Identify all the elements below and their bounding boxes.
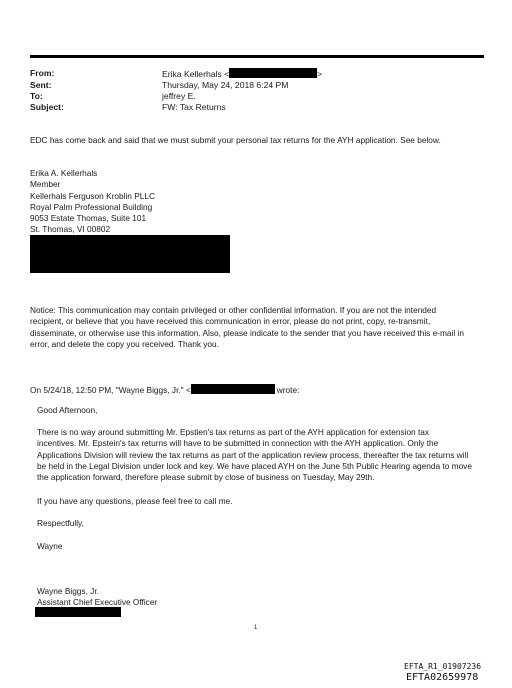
signature-line: Member xyxy=(30,179,61,190)
redaction-block xyxy=(191,384,275,394)
notice-line: Notice: This communication may contain privileged or other confidential information. If you are not the intended xyxy=(30,305,437,315)
paragraph-line: incentives. Mr. Epstein's tax returns will have to be submitted in connection with the AYH application. Only the xyxy=(37,438,439,449)
header-rule xyxy=(30,55,484,58)
paragraph-line: the application forward, therefore please submit by close of business on Tuesday, May 29th. xyxy=(37,472,375,483)
signature-line: St. Thomas, VI 00802 xyxy=(30,224,111,235)
bates-number-secondary: EFTA02659978 xyxy=(406,672,479,683)
signature-line: Erika A. Kellerhals xyxy=(30,168,98,178)
sender-first-name: Wayne xyxy=(37,541,63,551)
subject-label: Subject: xyxy=(30,102,64,112)
intro-text: EDC has come back and said that we must submit your personal tax returns for the AYH application. See below. xyxy=(30,135,441,145)
from-name: Erika Kellerhals < xyxy=(162,69,230,79)
quoted-attribution xyxy=(30,384,299,396)
greeting-text: Good Afternoon, xyxy=(37,405,98,415)
page-number: 1 xyxy=(254,625,258,631)
subject-value: FW: Tax Returns xyxy=(162,102,226,112)
sent-label: Sent: xyxy=(30,80,52,90)
wrote-suffix: wrote: xyxy=(276,385,300,395)
signature-line: Royal Palm Professional Building xyxy=(30,201,153,212)
bates-number-primary: EFTA_R1_01907236 xyxy=(404,662,482,671)
paragraph-line: Applications Division will review the tax returns as part of the application review process, thereafter the tax returns will xyxy=(37,449,469,460)
to-label: To: xyxy=(30,91,43,101)
wrote-prefix: On 5/24/18, 12:50 PM, "Wayne Biggs, Jr." < xyxy=(30,385,191,395)
sent-value: Thursday, May 24, 2018 6:24 PM xyxy=(162,80,289,90)
notice-line: error, and delete the copy you received. Thank you. xyxy=(30,338,219,349)
followup-text: If you have any questions, please feel free to call me. xyxy=(37,496,233,506)
redaction-block xyxy=(229,68,317,78)
from-label: From: xyxy=(30,68,55,78)
from-value xyxy=(162,68,322,79)
quoted-paragraph xyxy=(37,427,472,483)
sender-title: Assistant Chief Executive Officer xyxy=(37,597,158,607)
signature-line: 9053 Estate Thomas, Suite 101 xyxy=(30,213,147,224)
sender-full-name: Wayne Biggs, Jr. xyxy=(37,586,99,596)
notice-line: recipient, or believe that you have received this communication in error, please do not print, copy, re-transmit, xyxy=(30,316,431,327)
redaction-block xyxy=(35,607,121,617)
paragraph-line: be held in the Legal Division under lock and key. We have placed AYH on the June 5th Public Hearing agenda to move xyxy=(37,460,472,471)
to-value: jeffrey E. xyxy=(162,91,196,101)
redaction-block xyxy=(30,235,230,273)
confidentiality-notice xyxy=(30,305,464,350)
signature-line: Kellerhals Ferguson Kroblin PLLC xyxy=(30,190,155,201)
signature-block xyxy=(30,168,155,236)
from-close: > xyxy=(317,69,323,79)
notice-line: disseminate, or otherwise use this information. Also, please indicate to the sender that you have received this e-mail in xyxy=(30,327,464,338)
closing-text: Respectfully, xyxy=(37,518,84,528)
paragraph-line: There is no way around submitting Mr. Epstien's tax returns as part of the AYH application for extension tax xyxy=(37,427,430,437)
